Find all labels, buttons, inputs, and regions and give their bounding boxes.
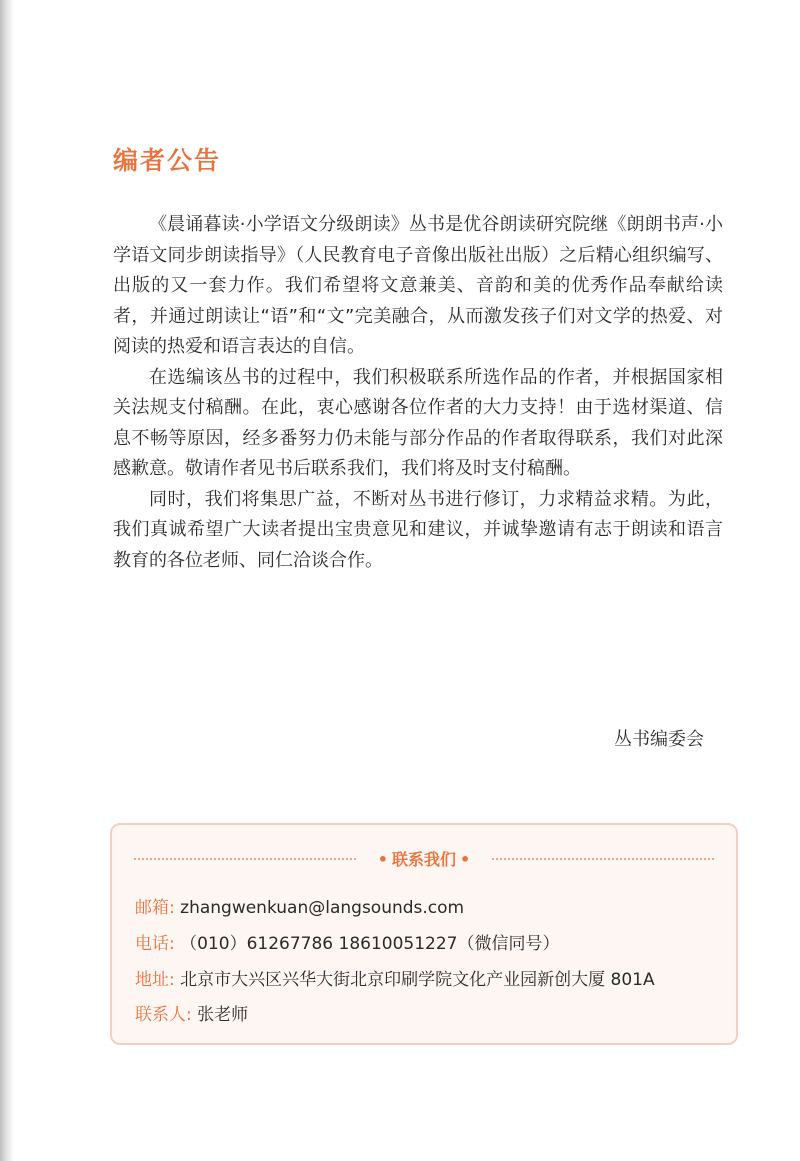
paragraph-1: 《晨诵暮读·小学语文分级朗读》丛书是优谷朗读研究院继《朗朗书声·小学语文同步朗读指导》（人民教育电子音像出版社出版）之后精心组织编写、出版的又一套力作。我们希望将文意兼美、音韵和美的优秀作品奉献给读者，并通过朗读让“语”和“文”完美融合，从而激发孩子们对文学的热爱、对阅读的热爱和语言表达的自信。 [113, 214, 723, 357]
bullet-dot-icon: • [460, 850, 471, 869]
contact-person-row [135, 1000, 248, 1025]
address-value: 北京市大兴区兴华大街北京印刷学院文化产业园新创大厦 801A [180, 970, 655, 990]
dotted-divider-right [492, 858, 714, 860]
contact-address-row [135, 965, 655, 990]
paragraph-2: 在选编该丛书的过程中，我们积极联系所选作品的作者，并根据国家相关法规支付稿酬。在此，衷心感谢各位作者的大力支持！由于选材渠道、信息不畅等原因，经多番努力仍未能与部分作品的作者取得联系，我们对此深感歉意。敬请作者见书后联系我们，我们将及时支付稿酬。 [113, 366, 723, 479]
phone-label: 电话: [135, 934, 175, 954]
person-value: 张老师 [197, 1005, 249, 1025]
contact-heading-text: 联系我们 [391, 850, 457, 869]
bullet-dot-icon: • [377, 850, 388, 869]
paragraph-3: 同时，我们将集思广益，不断对丛书进行修订，力求精益求精。为此，我们真诚希望广大读者提出宝贵意见和建议，并诚挚邀请有志于朗读和语言教育的各位老师、同仁洽谈合作。 [113, 488, 723, 571]
phone-value: （010）61267786 18610051227（微信同号） [180, 934, 560, 954]
contact-box [110, 823, 738, 1045]
email-value[interactable]: zhangwenkuan@langsounds.com [180, 898, 465, 918]
contact-email-row [135, 893, 464, 918]
contact-heading-bar [134, 849, 714, 869]
dotted-divider-left [134, 858, 356, 860]
contact-heading [374, 847, 474, 870]
signature: 丛书编委会 [614, 729, 704, 750]
notice-body [113, 210, 723, 576]
address-label: 地址: [135, 970, 175, 990]
contact-phone-row [135, 929, 560, 954]
email-label: 邮箱: [135, 898, 175, 918]
page-title: 编者公告 [113, 146, 222, 175]
person-label: 联系人: [135, 1005, 192, 1025]
